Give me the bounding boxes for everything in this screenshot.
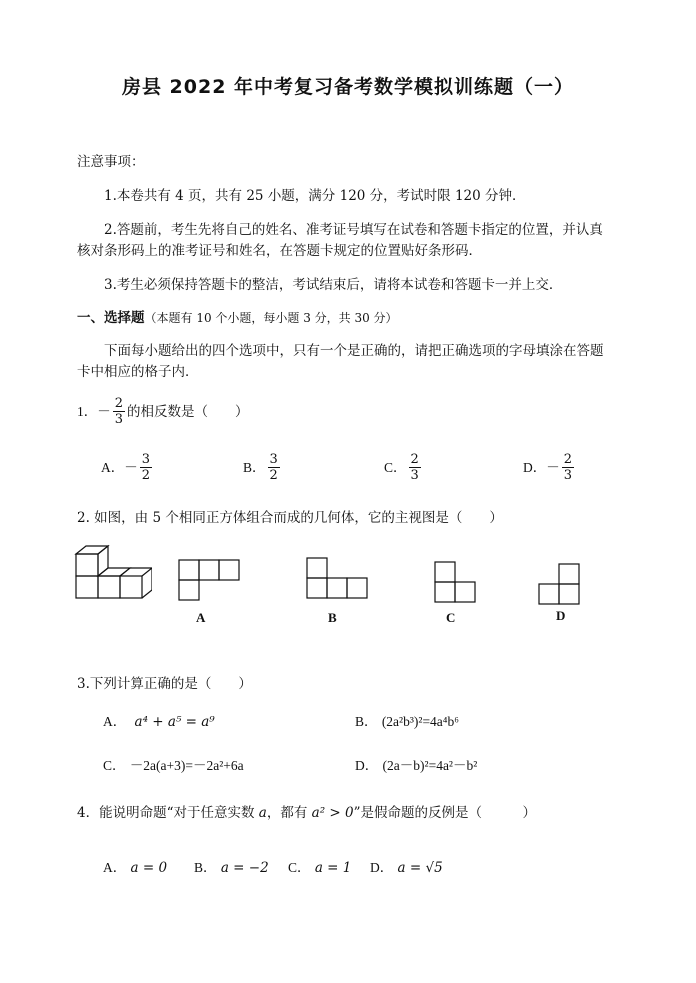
notice-item-2: 2.答题前，考生先将自己的姓名、准考证号填写在试卷和答题卡指定的位置，并认真	[104, 222, 603, 238]
q2-label-d: D	[556, 608, 566, 623]
q3-option-c	[103, 756, 244, 776]
q1-option-c-num: 2	[410, 452, 419, 467]
q4-option-d	[370, 858, 443, 878]
q4-option-b-label: B．	[194, 860, 217, 875]
q1-option-c-label: C．	[384, 459, 407, 475]
q1-option-b-label: B．	[243, 459, 266, 475]
notice-heading: 注意事项：	[77, 154, 145, 170]
q1-option-c-frac	[409, 452, 421, 483]
q2-label-b: B	[328, 610, 337, 625]
view-d-square-1	[559, 564, 579, 584]
section-title: 一、选择题	[77, 310, 145, 326]
q1-sign: －	[97, 403, 111, 420]
q1-option-d-label: D．	[523, 459, 547, 475]
q4-stem-var: a	[258, 805, 267, 821]
q3-option-d-expr: (2a－b)²=4a²－b²	[382, 758, 478, 773]
q1-frac-den: 3	[114, 412, 124, 427]
q1-option-d-frac	[562, 452, 574, 483]
q4-option-a	[103, 858, 167, 878]
q4-option-d-expr: a = √5	[397, 860, 443, 876]
q4-option-a-expr: a = 0	[130, 860, 168, 876]
view-c-square-1	[435, 562, 455, 582]
q1-option-b-frac	[268, 452, 280, 483]
q4-stem-after: ”是假命题的反例是（ ）	[353, 805, 537, 821]
view-a-square-4	[179, 580, 199, 600]
cube-edge-4	[142, 590, 152, 598]
view-a-square-2	[199, 560, 219, 580]
cube-edge-5	[120, 568, 130, 576]
cube-front-1	[76, 576, 98, 598]
q1-number: 1．	[77, 403, 98, 419]
q4-stem-mid: ，都有	[266, 805, 312, 821]
q2-label-a: A	[196, 610, 206, 625]
q3-option-b-expr: (2a²b³)²=4a⁴b⁶	[381, 714, 459, 729]
q4-option-c-label: C．	[288, 860, 311, 875]
q3-option-c-expr: －2a(a+3)=－2a²+6a	[129, 758, 244, 773]
q4-stem-cond: a² > 0	[311, 805, 354, 821]
q1-option-b-num: 3	[269, 452, 278, 467]
q4-option-b-expr: a = −2	[220, 860, 269, 876]
view-b-square-1	[307, 558, 327, 578]
q3-option-a-expr: a⁴ + a⁵ = a⁹	[134, 714, 215, 730]
notice-item-3: 3.考生必须保持答题卡的整洁，考试结束后，请将本试卷和答题卡一并上交．	[104, 277, 563, 293]
view-b-square-2	[307, 578, 327, 598]
view-a-square-3	[219, 560, 239, 580]
q3-stem: 3.下列计算正确的是（ ）	[77, 676, 252, 692]
q1-frac-num: 2	[114, 396, 124, 411]
q4-option-d-label: D．	[370, 860, 394, 875]
q1-option-c-den: 3	[410, 468, 419, 483]
instruction-line-1: 下面每小题给出的四个选项中，只有一个是正确的，请把正确选项的字母填涂在答题	[104, 343, 604, 359]
view-c-square-2	[435, 582, 455, 602]
q1-text: 的相反数是（ ）	[127, 403, 249, 420]
q1-option-a-sign: －	[124, 459, 138, 476]
q3-option-d-label: D．	[355, 758, 379, 773]
cube-figure	[72, 540, 152, 602]
q1-option-a	[101, 452, 154, 483]
cube-edge-2	[142, 568, 152, 576]
q1-fraction	[113, 396, 125, 427]
section-note: （本题有 10 个小题，每小题 3 分，共 30 分）	[144, 311, 398, 325]
q1-option-d-sign: －	[546, 459, 560, 476]
view-a-square-1	[179, 560, 199, 580]
q3-option-d	[355, 756, 477, 776]
q1-option-a-frac	[140, 452, 152, 483]
q1-option-a-den: 2	[141, 468, 151, 483]
view-b-square-4	[347, 578, 367, 598]
q2-view-b	[306, 557, 370, 601]
cube-front-top	[76, 554, 98, 576]
view-d-square-2	[539, 584, 559, 604]
q4-stem	[77, 803, 536, 823]
section-heading	[77, 308, 398, 328]
q2-view-a	[178, 559, 242, 603]
q3-option-b	[355, 712, 459, 732]
q1-option-b	[243, 452, 282, 483]
view-b-square-3	[327, 578, 347, 598]
q2-view-d	[538, 563, 582, 607]
q1-option-d-num: 2	[563, 452, 573, 467]
cube-front-2	[98, 576, 120, 598]
q1-option-a-label: A．	[101, 459, 125, 475]
view-d-square-3	[559, 584, 579, 604]
q4-option-b	[194, 858, 269, 878]
notice-item-2-cont: 核对条形码上的准考证号和姓名，在答题卡规定的位置贴好条形码．	[77, 243, 482, 259]
q1-option-c	[384, 452, 423, 483]
cube-front-3	[120, 576, 142, 598]
q1-option-b-den: 2	[269, 468, 278, 483]
q2-view-c	[434, 561, 478, 605]
instruction-line-2: 卡中相应的格子内．	[77, 364, 199, 380]
q4-option-a-label: A．	[103, 860, 127, 875]
q1-option-d	[523, 452, 576, 483]
q1-option-d-den: 3	[563, 468, 573, 483]
page-title: 房县 2022 年中考复习备考数学模拟训练题（一）	[121, 76, 575, 98]
q4-stem-before: 4．能说明命题“对于任意实数	[77, 805, 259, 821]
q1-option-a-num: 3	[141, 452, 151, 467]
q3-option-a-label: A．	[103, 714, 127, 729]
view-c-square-3	[455, 582, 475, 602]
q4-option-c-expr: a = 1	[314, 860, 352, 876]
q3-option-c-label: C．	[103, 758, 126, 773]
q1-stem	[77, 396, 249, 427]
q2-label-c: C	[446, 610, 456, 625]
q3-option-a	[103, 712, 215, 732]
q2-stem: 2. 如图，由 5 个相同正方体组合而成的几何体，它的主视图是（ ）	[77, 510, 503, 526]
notice-item-1: 1.本卷共有 4 页，共有 25 小题，满分 120 分，考试时限 120 分钟．	[104, 188, 526, 204]
q4-option-c	[288, 858, 351, 878]
q3-option-b-label: B．	[355, 714, 378, 729]
